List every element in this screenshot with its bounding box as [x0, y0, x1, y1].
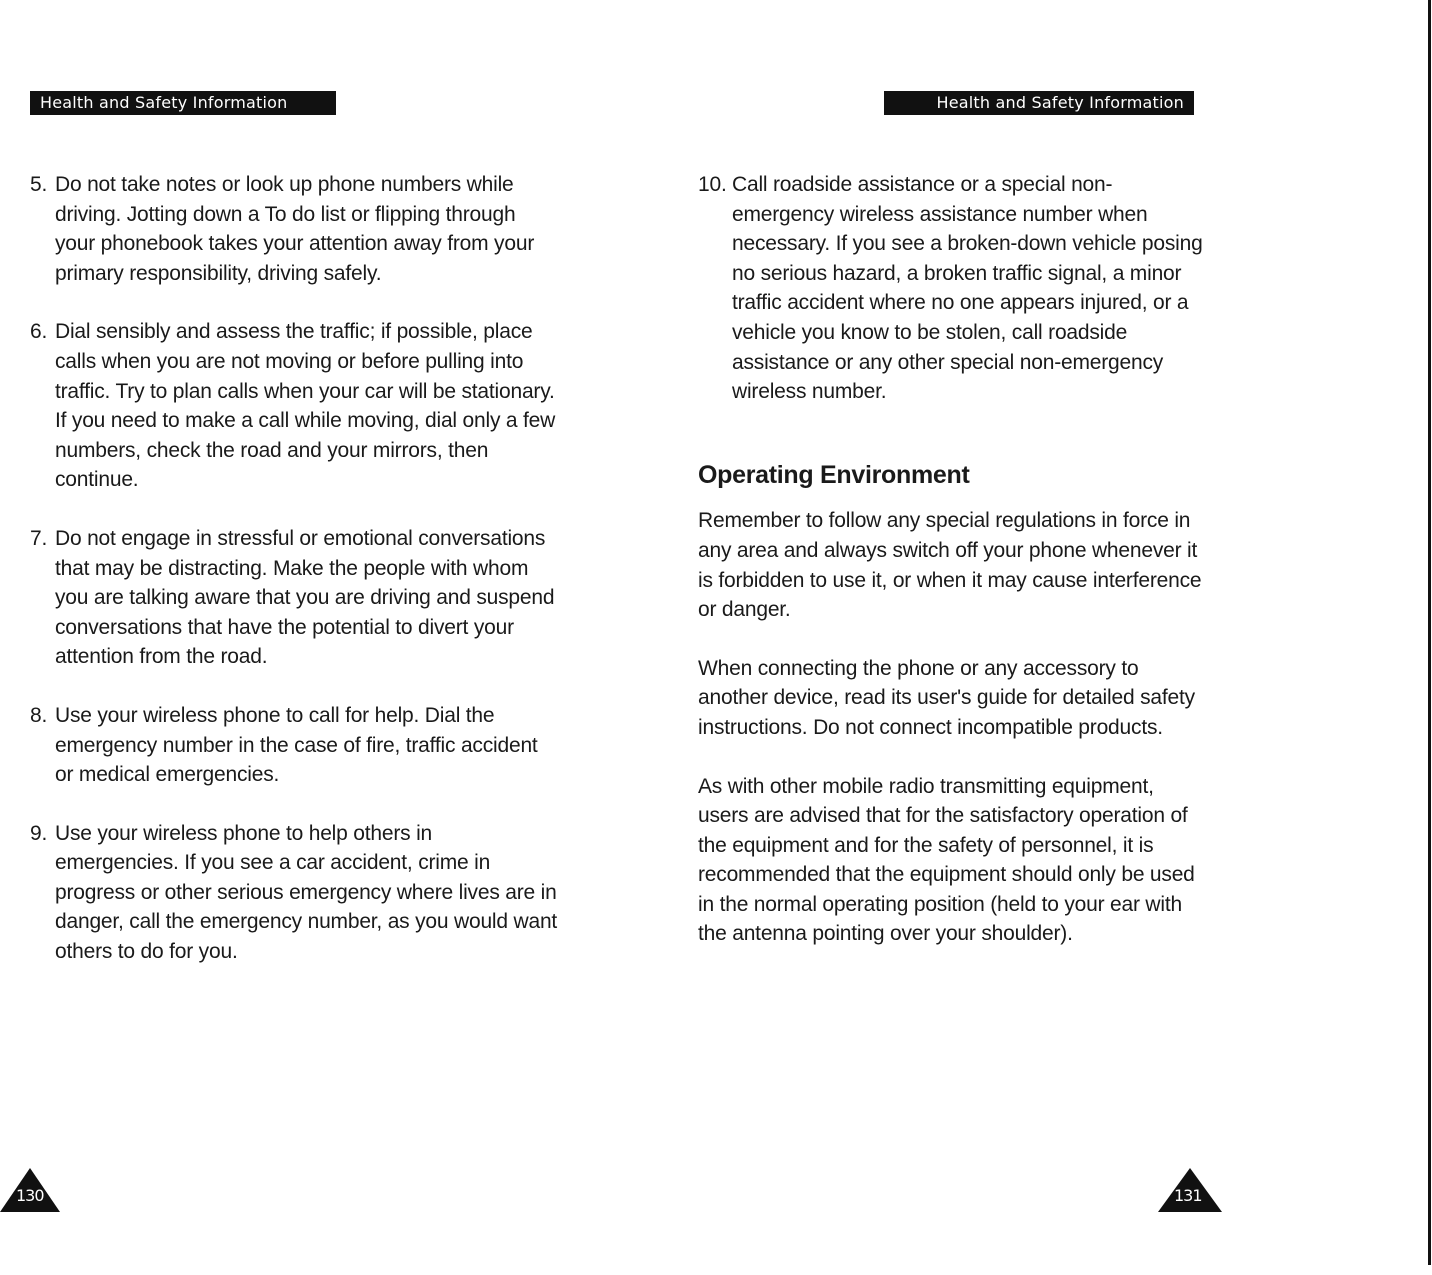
item-text: Use your wireless phone to call for help. Dial the emergency number in the case of fire, traffic accident or medical emergencies. — [55, 703, 538, 787]
page-edge-line — [1428, 0, 1431, 1265]
left-page-content — [30, 170, 560, 996]
item-number: 9. — [30, 821, 48, 845]
item-text: Do not engage in stressful or emotional conversations that may be distracting. Make the people with whom you are talking aware that you are driving and suspend conversations that have the potential to divert your attention from the road. — [55, 526, 555, 669]
item-number: 8. — [30, 703, 48, 727]
list-item — [30, 701, 560, 790]
right-page-content — [698, 170, 1208, 978]
paragraph: When connecting the phone or any accessory to another device, read its user's guide for detailed safety instructions. Do not connect incompatible products. — [698, 656, 1195, 739]
list-item — [698, 170, 1208, 407]
item-number: 5. — [30, 173, 48, 196]
section-header-left: Health and Safety Information — [30, 91, 336, 115]
section-header-right: Health and Safety Information — [884, 91, 1194, 115]
list-item — [30, 819, 560, 967]
section-title: Operating Environment — [698, 460, 970, 489]
safety-tips-list-continued — [698, 170, 1208, 407]
list-item — [30, 170, 560, 288]
paragraph: Remember to follow any special regulations in force in any area and always switch off your phone whenever it is forbidden to use it, or when it may cause interference or danger. — [698, 509, 1202, 622]
paragraph: As with other mobile radio transmitting equipment, users are advised that for the satisfactory operation of the equipment and for the safety of personnel, it is recommended that the equipment should only be used in the normal operating position (held to your ear with the antenna pointing over your shoulder). — [698, 774, 1195, 946]
page-number-left — [0, 1168, 64, 1212]
item-number: 7. — [30, 526, 48, 550]
item-text: Call roadside assistance or a special non-emergency wireless assistance number when necessary. If you see a broken-down vehicle posing no serious hazard, a broken traffic signal, a minor traffic accident where no one appears injured, or a vehicle you know to be stolen, call roadside assistance or any other special non-emergency wireless number. — [732, 173, 1203, 404]
list-item — [30, 317, 560, 495]
page-number-text: 130 — [16, 1186, 44, 1205]
item-text: Dial sensibly and assess the traffic; if possible, place calls when you are not moving or before pulling into traffic. Try to plan calls when your car will be stationary. If you need to make a call while moving, dial only a few numbers, check the road and your mirrors, then continue. — [55, 320, 556, 492]
item-number: 6. — [30, 320, 48, 344]
item-text: Do not take notes or look up phone numbers while driving. Jotting down a To do list or flipping through your phonebook takes your attention away from your primary responsibility, driving safely. — [55, 173, 535, 285]
item-number: 10. — [698, 173, 727, 196]
safety-tips-list — [30, 170, 560, 967]
list-item — [30, 524, 560, 672]
item-text: Use your wireless phone to help others in emergencies. If you see a car accident, crime in progress or other serious emergency where lives are in danger, call the emergency number, as you would want others to do for you. — [55, 821, 558, 964]
page-number-right — [1158, 1168, 1222, 1212]
page-number-text: 131 — [1174, 1186, 1202, 1205]
